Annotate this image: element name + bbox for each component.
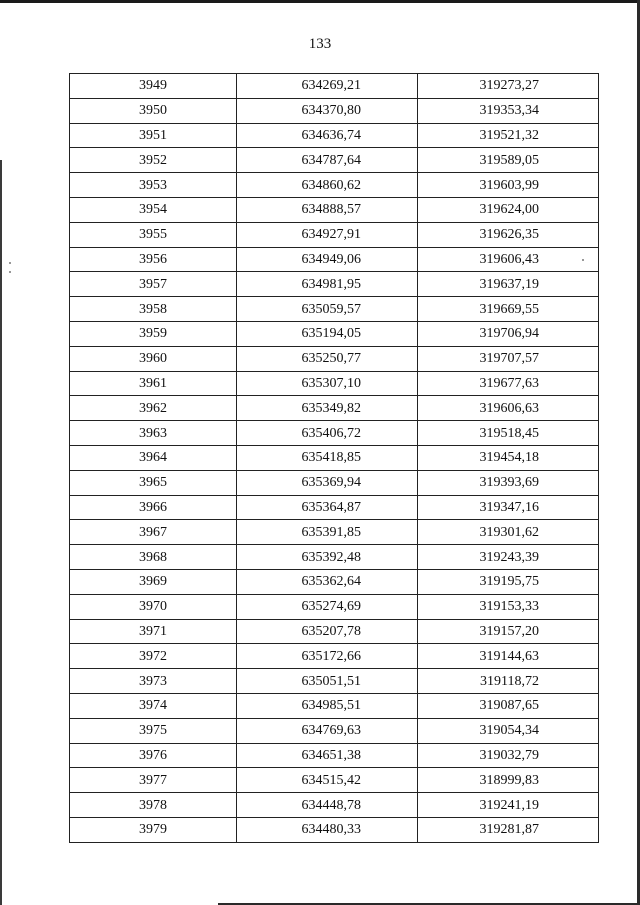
- x-coordinate-cell: 634927,91: [237, 222, 418, 247]
- point-number-cell: 3955: [70, 222, 237, 247]
- y-coordinate-cell: 319393,69: [418, 470, 599, 495]
- y-coordinate-cell: 319118,72: [418, 669, 599, 694]
- table-row: [70, 173, 599, 198]
- x-coordinate-cell: 635349,82: [237, 396, 418, 421]
- y-coordinate-cell: 319273,27: [418, 74, 599, 99]
- table-row: [70, 817, 599, 842]
- y-coordinate-cell: 319626,35: [418, 222, 599, 247]
- scan-edge-left: [0, 160, 2, 905]
- point-number-cell: 3965: [70, 470, 237, 495]
- table-row: [70, 743, 599, 768]
- y-coordinate-cell: 319677,63: [418, 371, 599, 396]
- point-number-cell: 3951: [70, 123, 237, 148]
- point-number-cell: 3960: [70, 346, 237, 371]
- y-coordinate-cell: 319144,63: [418, 644, 599, 669]
- point-number-cell: 3950: [70, 98, 237, 123]
- table-row: [70, 669, 599, 694]
- point-number-cell: 3952: [70, 148, 237, 173]
- y-coordinate-cell: 319347,16: [418, 495, 599, 520]
- point-number-cell: 3957: [70, 272, 237, 297]
- point-number-cell: 3949: [70, 74, 237, 99]
- y-coordinate-cell: 319301,62: [418, 520, 599, 545]
- table-row: [70, 148, 599, 173]
- table-row: [70, 569, 599, 594]
- point-number-cell: 3973: [70, 669, 237, 694]
- table-row: [70, 470, 599, 495]
- x-coordinate-cell: 634480,33: [237, 817, 418, 842]
- table-row: [70, 222, 599, 247]
- y-coordinate-cell: 319707,57: [418, 346, 599, 371]
- point-number-cell: 3972: [70, 644, 237, 669]
- x-coordinate-cell: 635418,85: [237, 445, 418, 470]
- y-coordinate-cell: 319706,94: [418, 321, 599, 346]
- x-coordinate-cell: 635051,51: [237, 669, 418, 694]
- point-number-cell: 3964: [70, 445, 237, 470]
- y-coordinate-cell: 319454,18: [418, 445, 599, 470]
- y-coordinate-cell: 319153,33: [418, 594, 599, 619]
- point-number-cell: 3974: [70, 693, 237, 718]
- table-row: [70, 272, 599, 297]
- point-number-cell: 3954: [70, 197, 237, 222]
- x-coordinate-cell: 634269,21: [237, 74, 418, 99]
- y-coordinate-cell: 319243,39: [418, 545, 599, 570]
- y-coordinate-cell: 319669,55: [418, 297, 599, 322]
- point-number-cell: 3961: [70, 371, 237, 396]
- y-coordinate-cell: 319087,65: [418, 693, 599, 718]
- point-number-cell: 3959: [70, 321, 237, 346]
- x-coordinate-cell: 635274,69: [237, 594, 418, 619]
- table-row: [70, 396, 599, 421]
- table-row: [70, 247, 599, 272]
- x-coordinate-cell: 635207,78: [237, 619, 418, 644]
- x-coordinate-cell: 634787,64: [237, 148, 418, 173]
- point-number-cell: 3975: [70, 718, 237, 743]
- y-coordinate-cell: 319281,87: [418, 817, 599, 842]
- x-coordinate-cell: 634636,74: [237, 123, 418, 148]
- x-coordinate-cell: 634448,78: [237, 793, 418, 818]
- table-row: [70, 346, 599, 371]
- y-coordinate-cell: 319589,05: [418, 148, 599, 173]
- table-row: [70, 619, 599, 644]
- point-number-cell: 3976: [70, 743, 237, 768]
- x-coordinate-cell: 634515,42: [237, 768, 418, 793]
- point-number-cell: 3979: [70, 817, 237, 842]
- coordinates-table: [69, 73, 599, 843]
- x-coordinate-cell: 634981,95: [237, 272, 418, 297]
- point-number-cell: 3978: [70, 793, 237, 818]
- point-number-cell: 3967: [70, 520, 237, 545]
- point-number-cell: 3966: [70, 495, 237, 520]
- y-coordinate-cell: 319157,20: [418, 619, 599, 644]
- table-row: [70, 793, 599, 818]
- table-row: [70, 297, 599, 322]
- x-coordinate-cell: 634651,38: [237, 743, 418, 768]
- point-number-cell: 3971: [70, 619, 237, 644]
- y-coordinate-cell: 319032,79: [418, 743, 599, 768]
- table-row: [70, 644, 599, 669]
- table-row: [70, 520, 599, 545]
- y-coordinate-cell: 318999,83: [418, 768, 599, 793]
- y-coordinate-cell: 319603,99: [418, 173, 599, 198]
- table-row: [70, 123, 599, 148]
- x-coordinate-cell: 634370,80: [237, 98, 418, 123]
- y-coordinate-cell: 319054,34: [418, 718, 599, 743]
- table-row: [70, 371, 599, 396]
- y-coordinate-cell: 319606,43: [418, 247, 599, 272]
- x-coordinate-cell: 635406,72: [237, 421, 418, 446]
- y-coordinate-cell: 319521,32: [418, 123, 599, 148]
- y-coordinate-cell: 319195,75: [418, 569, 599, 594]
- table-row: [70, 768, 599, 793]
- x-coordinate-cell: 634860,62: [237, 173, 418, 198]
- y-coordinate-cell: 319624,00: [418, 197, 599, 222]
- table-row: [70, 98, 599, 123]
- table-row: [70, 718, 599, 743]
- y-coordinate-cell: 319353,34: [418, 98, 599, 123]
- scan-speck: [9, 262, 11, 264]
- point-number-cell: 3968: [70, 545, 237, 570]
- point-number-cell: 3963: [70, 421, 237, 446]
- y-coordinate-cell: 319637,19: [418, 272, 599, 297]
- x-coordinate-cell: 635369,94: [237, 470, 418, 495]
- x-coordinate-cell: 634985,51: [237, 693, 418, 718]
- x-coordinate-cell: 635172,66: [237, 644, 418, 669]
- point-number-cell: 3969: [70, 569, 237, 594]
- table-row: [70, 74, 599, 99]
- x-coordinate-cell: 635392,48: [237, 545, 418, 570]
- table-row: [70, 445, 599, 470]
- point-number-cell: 3953: [70, 173, 237, 198]
- table-row: [70, 693, 599, 718]
- x-coordinate-cell: 634888,57: [237, 197, 418, 222]
- x-coordinate-cell: 634949,06: [237, 247, 418, 272]
- point-number-cell: 3970: [70, 594, 237, 619]
- x-coordinate-cell: 635194,05: [237, 321, 418, 346]
- table-row: [70, 594, 599, 619]
- x-coordinate-cell: 635307,10: [237, 371, 418, 396]
- x-coordinate-cell: 635391,85: [237, 520, 418, 545]
- y-coordinate-cell: 319518,45: [418, 421, 599, 446]
- x-coordinate-cell: 635059,57: [237, 297, 418, 322]
- point-number-cell: 3956: [70, 247, 237, 272]
- x-coordinate-cell: 634769,63: [237, 718, 418, 743]
- x-coordinate-cell: 635362,64: [237, 569, 418, 594]
- point-number-cell: 3962: [70, 396, 237, 421]
- point-number-cell: 3958: [70, 297, 237, 322]
- table-row: [70, 197, 599, 222]
- coordinates-table-body: [70, 74, 599, 843]
- scan-speck: [9, 271, 11, 273]
- table-row: [70, 545, 599, 570]
- table-row: [70, 421, 599, 446]
- table-row: [70, 495, 599, 520]
- table-row: [70, 321, 599, 346]
- page-number: 133: [308, 36, 332, 52]
- point-number-cell: 3977: [70, 768, 237, 793]
- y-coordinate-cell: 319241,19: [418, 793, 599, 818]
- scan-edge-top: [0, 0, 640, 3]
- y-coordinate-cell: 319606,63: [418, 396, 599, 421]
- x-coordinate-cell: 635250,77: [237, 346, 418, 371]
- x-coordinate-cell: 635364,87: [237, 495, 418, 520]
